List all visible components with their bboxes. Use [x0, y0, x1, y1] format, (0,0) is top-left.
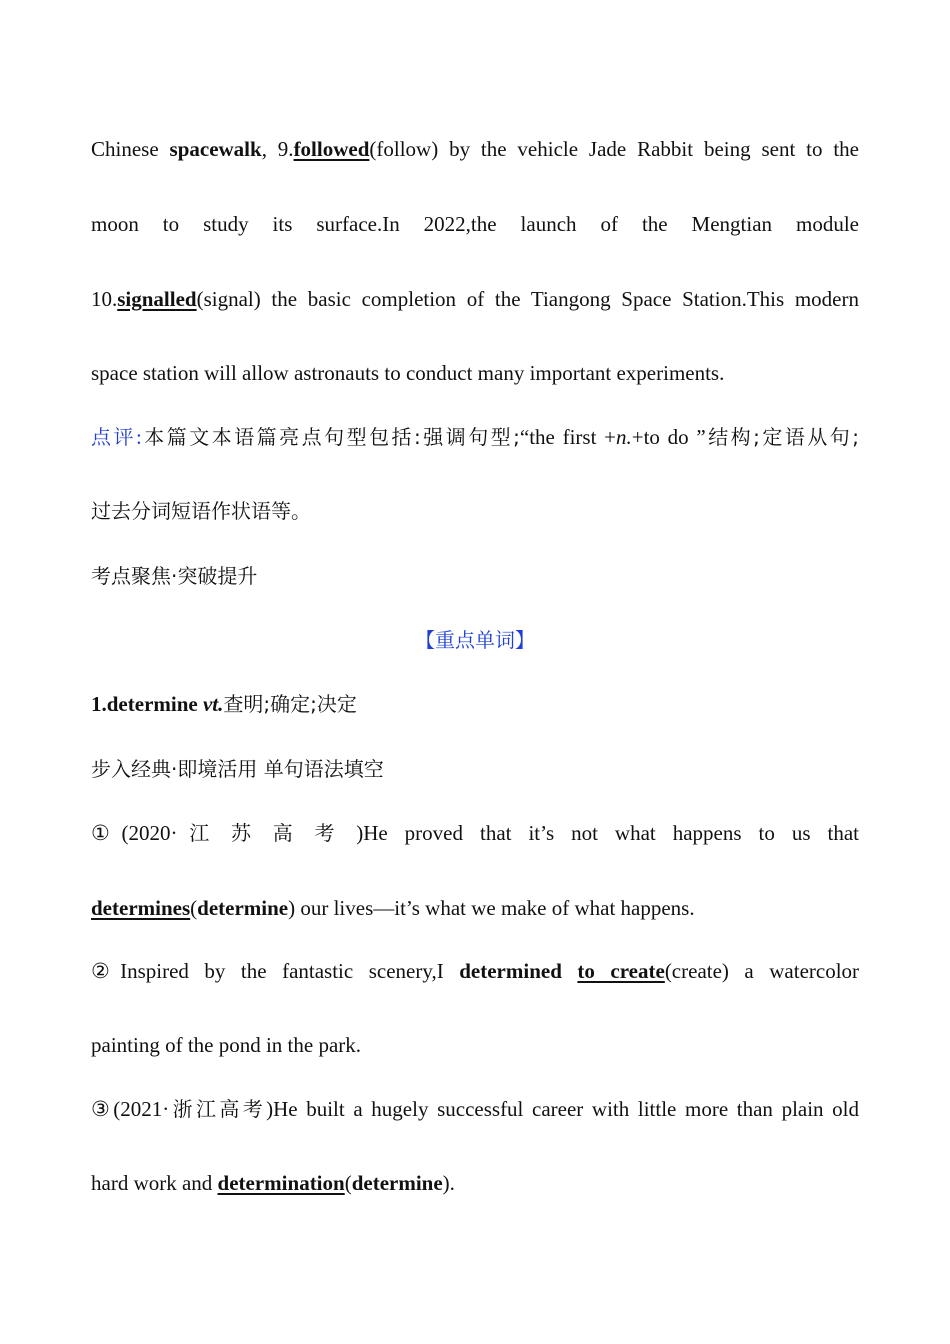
item-1-line-2: determines(determine) our lives—it’s what we make of what happens.	[91, 896, 695, 920]
comment-line-1: 点评:本篇文本语篇亮点句型包括:强调句型;“the first +n.+to do ”结构;定语从句;	[91, 425, 860, 449]
answer-10: signalled	[117, 287, 197, 311]
section-heading: 考点聚焦·突破提升	[91, 564, 258, 588]
para-line-3: 10.signalled(signal) the basic completion of the Tiangong Space Station.This modern	[91, 287, 859, 311]
para-line-1: Chinese spacewalk, 9.followed(follow) by the vehicle Jade Rabbit being sent to the	[91, 137, 859, 161]
para-line-2: moon to study its surface.In 2022,the launch of the Mengtian module	[91, 212, 859, 236]
answer-9: followed	[293, 137, 370, 161]
answer-determination: determination	[217, 1171, 345, 1195]
answer-determines: determines	[91, 896, 191, 920]
item-2-line-1: ②Inspired by the fantastic scenery,I determined to create(create) a watercolor	[91, 959, 860, 983]
comment-line-2: 过去分词短语作状语等。	[91, 499, 311, 523]
answer-to-create: to create	[577, 959, 665, 983]
item-2-line-2: painting of the pond in the park.	[91, 1033, 362, 1057]
item-3-line-1: ③(2021·浙江高考)He built a hugely successful career with little more than plain old	[91, 1097, 860, 1121]
key-words-heading: 【重点单词】	[415, 628, 535, 652]
item-3-line-2: hard work and determination(determine).	[91, 1171, 455, 1195]
word-entry-determine: 1.determine vt.查明;确定;决定	[91, 692, 357, 716]
para-line-4: space station will allow astronauts to conduct many important experiments.	[91, 361, 725, 385]
exercise-title: 步入经典·即境活用 单句语法填空	[91, 757, 384, 781]
comment-label: 点评	[91, 425, 136, 449]
item-1-line-1: ①(2020·江苏高考)He proved that it’s not what happens to us that	[91, 821, 859, 845]
